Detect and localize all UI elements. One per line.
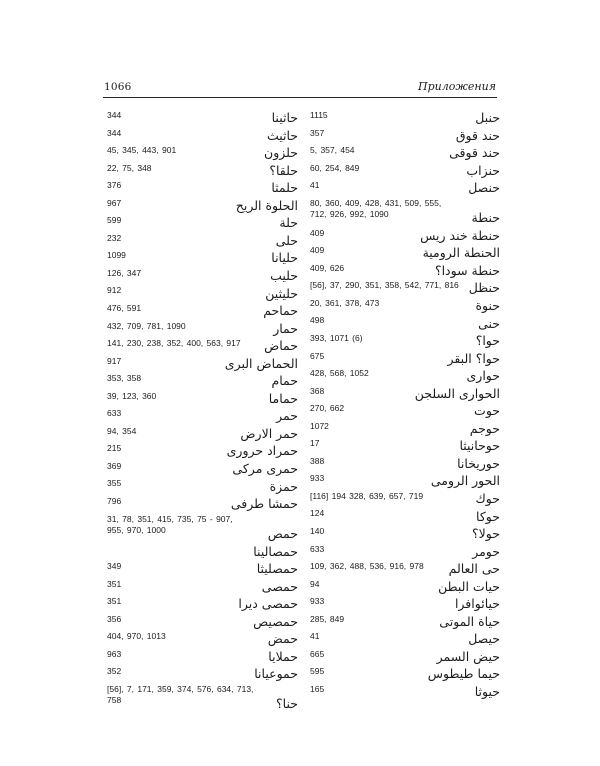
index-entry bbox=[310, 559, 500, 577]
page-references: 388 bbox=[310, 455, 325, 466]
index-entry bbox=[310, 542, 500, 560]
page-references: 232 bbox=[107, 232, 122, 243]
page-references: 1072 bbox=[310, 420, 329, 431]
page-references: 409 bbox=[310, 245, 325, 256]
page-references: 967 bbox=[107, 197, 122, 208]
headword: حند قوقى bbox=[449, 145, 500, 161]
headword: حيائوافرا bbox=[454, 596, 500, 612]
headword: حلة bbox=[279, 215, 298, 231]
page-references: 94 bbox=[310, 578, 320, 589]
headword: حوحانيثا bbox=[459, 438, 500, 454]
page-references: 5, 357, 454 bbox=[310, 145, 355, 156]
page-references: 60, 254, 849 bbox=[310, 162, 360, 173]
index-entry bbox=[310, 126, 500, 144]
page-references: 285, 849 bbox=[310, 613, 345, 624]
page-references: 428, 568, 1052 bbox=[310, 368, 369, 379]
index-entry bbox=[310, 471, 500, 489]
index-entry bbox=[107, 542, 298, 560]
headword: حنطة خند ريس bbox=[420, 227, 500, 243]
headword: حليثين bbox=[265, 285, 298, 301]
page-references: 796 bbox=[107, 496, 122, 507]
index-entry bbox=[310, 612, 500, 630]
index-entry bbox=[310, 349, 500, 367]
headword: حلمثا bbox=[271, 180, 298, 196]
index-entry bbox=[107, 664, 298, 682]
index-entry bbox=[310, 296, 500, 314]
headword: حنطة سودا؟ bbox=[434, 262, 500, 278]
index-entry bbox=[310, 243, 500, 261]
headword: حنزاب bbox=[466, 162, 500, 178]
headword: حنبل bbox=[475, 110, 500, 126]
index-entry bbox=[107, 126, 298, 144]
index-entry bbox=[310, 506, 500, 524]
index-entry bbox=[107, 231, 298, 249]
index-entry bbox=[310, 594, 500, 612]
page-references: 353, 358 bbox=[107, 373, 142, 384]
headword: حمض bbox=[267, 631, 298, 647]
headword: حماض bbox=[264, 338, 298, 354]
index-entry bbox=[310, 384, 500, 402]
page-references: 344 bbox=[107, 110, 122, 120]
page-references: 409, 626 bbox=[310, 262, 345, 273]
headword: حوا؟ البقر bbox=[447, 350, 500, 366]
page-references: 124 bbox=[310, 508, 325, 519]
headword: حمزة bbox=[269, 478, 298, 494]
index-entry bbox=[310, 313, 500, 331]
index-entry bbox=[310, 577, 500, 595]
page-references: 355 bbox=[107, 478, 122, 489]
headword: حومر bbox=[472, 543, 500, 559]
index-entry bbox=[310, 682, 500, 700]
index-entry bbox=[107, 108, 298, 126]
index-entry bbox=[107, 424, 298, 442]
index-entry bbox=[107, 476, 298, 494]
page-references: 344 bbox=[107, 127, 122, 138]
index-entry bbox=[107, 594, 298, 612]
page-references: 368 bbox=[310, 385, 325, 396]
headword: حنا؟ bbox=[276, 696, 298, 712]
index-entry bbox=[310, 629, 500, 647]
page-references: 141, 230, 238, 352, 400, 563, 917 bbox=[107, 338, 241, 349]
index-entry bbox=[310, 454, 500, 472]
page-references: 369 bbox=[107, 460, 122, 471]
headword: حمر bbox=[276, 408, 298, 424]
page-references: 498 bbox=[310, 315, 325, 326]
headword: حوكا bbox=[476, 508, 500, 524]
page-references: 675 bbox=[310, 350, 325, 361]
headword: حمصى ديرا bbox=[238, 596, 298, 612]
headword: حوريخانا bbox=[457, 455, 500, 471]
headword: حمصالينا bbox=[253, 543, 298, 559]
page-references: 215 bbox=[107, 443, 122, 454]
index-entry bbox=[107, 213, 298, 231]
page-references: 109, 362, 488, 536, 916, 978 bbox=[310, 561, 424, 572]
page-references: 1099 bbox=[107, 250, 126, 261]
index-entry bbox=[107, 319, 298, 337]
index-entry bbox=[107, 161, 298, 179]
headword: حوت bbox=[474, 403, 500, 419]
page-references: 39, 123, 360 bbox=[107, 390, 157, 401]
index-entry bbox=[310, 196, 500, 226]
headword: حوجم bbox=[469, 420, 500, 436]
page-references: 165 bbox=[310, 683, 325, 694]
page-references: 933 bbox=[310, 596, 325, 607]
headword: حمصيص bbox=[253, 613, 298, 629]
page-references: 599 bbox=[107, 215, 122, 226]
headword: حوك bbox=[475, 490, 500, 506]
headword: حمار bbox=[273, 320, 298, 336]
index-entry bbox=[310, 143, 500, 161]
page-references: 349 bbox=[107, 561, 122, 572]
index-entry bbox=[107, 459, 298, 477]
headword: حاثيث bbox=[266, 127, 298, 143]
page-references: 933 bbox=[310, 473, 325, 484]
index-entry bbox=[310, 278, 500, 296]
running-title: Приложения bbox=[418, 80, 496, 93]
index-entry bbox=[107, 577, 298, 595]
page-references: 20, 361, 378, 473 bbox=[310, 297, 380, 308]
page-references: 357 bbox=[310, 127, 325, 138]
headword: حولا؟ bbox=[472, 526, 500, 542]
page-references: 432, 709, 781, 1090 bbox=[107, 320, 186, 331]
page-references: [56], 37, 290, 351, 358, 542, 771, 816 bbox=[310, 280, 459, 291]
index-entry bbox=[107, 494, 298, 512]
index-entry bbox=[107, 612, 298, 630]
index-entry bbox=[107, 647, 298, 665]
index-entry bbox=[107, 406, 298, 424]
index-entry bbox=[310, 436, 500, 454]
headword: حنى bbox=[478, 315, 500, 331]
headword: حليانا bbox=[271, 250, 298, 266]
headword: حيصل bbox=[468, 631, 500, 647]
headword: حنطة bbox=[471, 210, 500, 226]
index-entry bbox=[107, 512, 298, 542]
page-references: 126, 347 bbox=[107, 267, 142, 278]
index-entry bbox=[107, 441, 298, 459]
headword: حمص bbox=[267, 526, 298, 542]
page-references: 351 bbox=[107, 578, 122, 589]
page-references: 94, 354 bbox=[107, 425, 137, 436]
headword: حمام bbox=[271, 373, 298, 389]
index-entry bbox=[107, 266, 298, 284]
headword: حمصى bbox=[261, 578, 298, 594]
headword: حمصليثا bbox=[256, 561, 298, 577]
page-references: 356 bbox=[107, 613, 122, 624]
headword: حليب bbox=[270, 267, 298, 283]
page-references: 45, 345, 443, 901 bbox=[107, 145, 177, 156]
headword: حند قوق bbox=[455, 127, 500, 143]
page-references: 633 bbox=[107, 408, 122, 419]
headword: حماما bbox=[268, 390, 298, 406]
index-entry bbox=[107, 354, 298, 372]
headword: حوا؟ bbox=[475, 333, 500, 349]
page-references: 140 bbox=[310, 526, 325, 537]
index-entry bbox=[310, 366, 500, 384]
index-entry bbox=[107, 389, 298, 407]
index-entry bbox=[310, 161, 500, 179]
headword: حنصل bbox=[468, 180, 500, 196]
headword: حوارى bbox=[466, 368, 500, 384]
headword: الحلوة الريح bbox=[235, 197, 298, 213]
index-entry bbox=[107, 559, 298, 577]
headword: حمراد حرورى bbox=[226, 443, 298, 459]
index-entry bbox=[310, 419, 500, 437]
index-entry bbox=[107, 143, 298, 161]
page-references: 917 bbox=[107, 355, 122, 366]
headword: حملايا bbox=[268, 648, 298, 664]
page-references: [56], 7, 171, 359, 374, 576, 634, 713, 758 bbox=[107, 683, 254, 705]
page-references: 963 bbox=[107, 648, 122, 659]
index-entry bbox=[107, 336, 298, 354]
headword: حى العالم bbox=[448, 561, 500, 577]
index-entry bbox=[107, 248, 298, 266]
page-references: 351 bbox=[107, 596, 122, 607]
index-column-left bbox=[107, 108, 298, 712]
index-entry bbox=[107, 682, 298, 712]
headword: حنظل bbox=[468, 280, 500, 296]
page-references: 595 bbox=[310, 666, 325, 677]
page-references: [116] 194 328, 639, 657, 719 bbox=[310, 490, 424, 501]
headword: الحنطة الرومية bbox=[422, 245, 500, 261]
index-entry bbox=[107, 371, 298, 389]
headword: حنوة bbox=[475, 297, 500, 313]
headword: حيات البطن bbox=[438, 578, 500, 594]
page-references: 41 bbox=[310, 631, 320, 642]
headword: الحوارى السلجن bbox=[414, 385, 500, 401]
headword: حياة الموتى bbox=[439, 613, 500, 629]
index-entry bbox=[310, 226, 500, 244]
headword: حيض السمر bbox=[436, 648, 500, 664]
headword: الحماض البرى bbox=[224, 355, 298, 371]
headword: حمشا طرفى bbox=[230, 496, 298, 512]
page-references: 912 bbox=[107, 285, 122, 296]
index-entry bbox=[310, 489, 500, 507]
index-entry bbox=[310, 261, 500, 279]
index-entry bbox=[310, 331, 500, 349]
page-references: 352 bbox=[107, 666, 122, 677]
index-entry bbox=[107, 301, 298, 319]
page-references: 393, 1071 (6) bbox=[310, 333, 363, 344]
page-references: 270, 662 bbox=[310, 403, 345, 414]
index-entry bbox=[107, 178, 298, 196]
page-references: 404, 970, 1013 bbox=[107, 631, 166, 642]
page-references: 665 bbox=[310, 648, 325, 659]
index-entry bbox=[310, 524, 500, 542]
index-entry bbox=[310, 401, 500, 419]
page-references: 41 bbox=[310, 180, 320, 191]
headword: حمر الارض bbox=[240, 425, 298, 441]
index-entry bbox=[310, 108, 500, 126]
headword: حلزون bbox=[264, 145, 298, 161]
page-references: 633 bbox=[310, 543, 325, 554]
headword: حلى bbox=[275, 232, 298, 248]
headword: حيوثا bbox=[474, 684, 500, 699]
header-rule bbox=[103, 97, 497, 98]
index-entry bbox=[107, 283, 298, 301]
headword: حماحم bbox=[263, 303, 298, 319]
headword: حيما طيطوس bbox=[427, 666, 500, 682]
page-references: 22, 75, 348 bbox=[107, 162, 152, 173]
index-column-right bbox=[310, 108, 500, 700]
page-number: 1066 bbox=[104, 81, 132, 93]
headword: الحور الرومى bbox=[430, 473, 500, 489]
page-references: 1115 bbox=[310, 110, 328, 120]
index-entry bbox=[310, 664, 500, 682]
page-references: 409 bbox=[310, 227, 325, 238]
headword: حمرى مركى bbox=[232, 460, 298, 476]
page-references: 31, 78, 351, 415, 735, 75 - 907, 955, 970, 1000 bbox=[107, 513, 233, 535]
page-references: 376 bbox=[107, 180, 122, 191]
index-entry bbox=[107, 196, 298, 214]
headword: حموعيانا bbox=[254, 666, 298, 682]
index-entry bbox=[310, 647, 500, 665]
page-references: 80, 360, 409, 428, 431, 509, 555, 712, 926, 992, 1090 bbox=[310, 197, 442, 219]
index-entry bbox=[310, 178, 500, 196]
page-references: 17 bbox=[310, 438, 320, 449]
headword: حاثينا bbox=[271, 110, 298, 126]
index-entry bbox=[107, 629, 298, 647]
page-references: 476, 591 bbox=[107, 303, 142, 314]
headword: حلقا؟ bbox=[269, 162, 298, 178]
